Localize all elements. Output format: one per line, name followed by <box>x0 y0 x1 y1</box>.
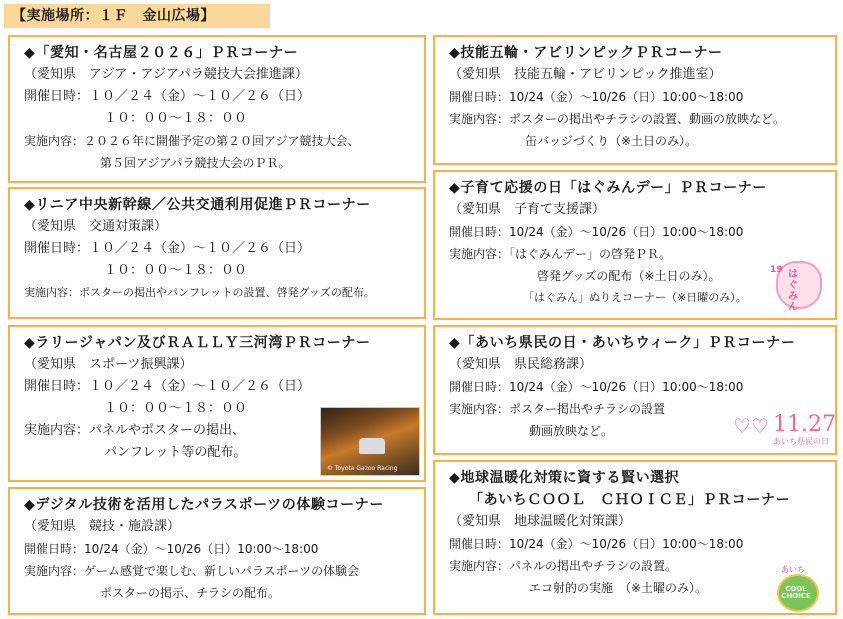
rally-car-photo <box>320 407 420 476</box>
date-value: 10/24（金）～10/26（日）10:00～18:00 <box>84 542 319 556</box>
content-label: 実施内容： <box>24 564 85 578</box>
corner-date-row <box>449 86 827 108</box>
hagumin-logo <box>768 255 824 313</box>
logo-label: COOL CHOICE <box>781 585 811 600</box>
hearts-icon: ♡♡ <box>733 414 769 438</box>
content-text: 第５回アジアパラ競技大会のＰＲ。 <box>100 156 291 170</box>
corner-title: ◆子育て応援の日「はぐみんデー」ＰＲコーナー <box>449 180 767 196</box>
date-value: 10/24（金）～10/26（日）10:00～18:00 <box>509 90 744 104</box>
corner-dept: （愛知県 子育て支援課） <box>449 202 606 217</box>
content-text: エコ射的の実施 （※土曜のみ）。 <box>529 581 708 595</box>
date-value: １０／２４（金）～１０／２６（日） <box>89 379 311 394</box>
date-label: 開催日時： <box>449 90 510 104</box>
logo-date: 11.27 <box>773 412 836 437</box>
corner-aichi-nagoya-2026 <box>8 35 426 183</box>
content-label: 実施内容： <box>449 559 510 573</box>
corner-dept: （愛知県 スポーツ振興課） <box>24 357 193 372</box>
content-label: 実施内容： <box>24 423 90 438</box>
corner-dept: （愛知県 交通対策課） <box>24 219 168 234</box>
content-text: ２０２６年に開催予定の第２０回アジア競技大会、 <box>84 134 360 148</box>
corner-digital-para-sports <box>8 487 426 615</box>
date-value: 10/24（金）～10/26（日）10:00～18:00 <box>509 225 744 239</box>
content-text: ポスターの掲示、チラシの配布。 <box>100 586 281 600</box>
corner-title: ◆「愛知・名古屋２０２６」ＰＲコーナー <box>24 45 299 61</box>
location-header: 【実施場所：１Ｆ 金山広場】 <box>4 4 270 28</box>
date-value: 10/24（金）～10/26（日）10:00～18:00 <box>509 537 744 551</box>
time-value: １０：００～１８：００ <box>104 111 248 126</box>
photo-caption: © Toyota Gazoo Racing <box>327 465 398 472</box>
corner-dept: （愛知県 地球温暖化対策課） <box>449 514 632 529</box>
corner-content-row <box>24 560 416 582</box>
logo-top-text: あいち <box>781 565 805 574</box>
corner-linear-transit <box>8 187 426 319</box>
content-label: 実施内容： <box>449 112 510 126</box>
content-text: ゲーム感覚で楽しむ、新しいパラスポーツの体験会 <box>84 564 360 578</box>
corner-date-row <box>449 533 827 555</box>
rally-car-shape <box>359 438 385 454</box>
content-label: 実施内容： <box>449 402 510 416</box>
content-text: ポスター掲出やチラシの設置 <box>509 402 666 416</box>
content-text: 啓発グッズの配布（※土日のみ）。 <box>537 269 721 283</box>
time-value: １０：００～１８：００ <box>104 263 248 278</box>
cool-choice-logo <box>773 565 819 610</box>
corner-date-row <box>24 238 416 260</box>
corner-dept: （愛知県 競技・施設課） <box>24 519 181 534</box>
corner-title: ◆デジタル技術を活用したパラスポーツの体験コーナー <box>24 497 384 513</box>
date-label: 開催日時： <box>24 542 85 556</box>
logo-sub: あいち県民の日 <box>773 437 829 446</box>
date-label: 開催日時： <box>24 379 90 394</box>
content-text: 「はぐみん」ぬりえコーナー（※日曜のみ）。 <box>523 291 747 304</box>
content-text: 「はぐみんデー」の啓発ＰＲ。 <box>509 247 672 261</box>
date-label: 開催日時： <box>24 89 90 104</box>
date-label: 開催日時： <box>449 225 510 239</box>
corner-skills-olympics <box>433 35 837 165</box>
corner-date-row <box>449 221 827 243</box>
date-value: １０／２４（金）～１０／２６（日） <box>89 89 311 104</box>
corner-title: ◆リニア中央新幹線／公共交通利用促進ＰＲコーナー <box>24 197 371 213</box>
content-text: パネルやポスターの掲出、 <box>89 423 246 438</box>
corner-dept: （愛知県 県民総務課） <box>449 357 593 372</box>
corner-content-row <box>449 108 827 130</box>
content-text: 缶バッジづくり（※土日のみ）。 <box>525 134 698 148</box>
corner-title: ◆「あいち県民の日・あいちウィーク」ＰＲコーナー <box>449 335 796 351</box>
date-label: 開催日時： <box>449 380 510 394</box>
logo-number: 19 <box>770 265 783 275</box>
date-label: 開催日時： <box>24 241 90 256</box>
content-text: ポスターの掲出やチラシの設置、動画の放映など。 <box>509 112 786 126</box>
corner-content-row <box>449 555 827 577</box>
corner-title: ◆地球温暖化対策に資する賢い選択 <box>449 470 680 486</box>
corner-dept: （愛知県 技能五輪・アビリンピック推進室） <box>449 67 722 82</box>
content-text: ポスターの掲出やパンフレットの設置、啓発グッズの配布。 <box>79 286 375 299</box>
logo-text: はぐみん <box>788 269 798 313</box>
corner-date-row <box>24 538 416 560</box>
corner-title: ◆技能五輪・アビリンピックＰＲコーナー <box>449 45 723 61</box>
corner-dept: （愛知県 アジア・アジアパラ競技大会推進課） <box>24 67 308 82</box>
time-value: １０：００～１８：００ <box>104 401 248 416</box>
corner-date-row <box>24 376 416 398</box>
content-text: パンフレット等の配布。 <box>104 445 247 460</box>
content-label: 実施内容： <box>449 247 510 261</box>
date-label: 開催日時： <box>449 537 510 551</box>
content-label: 実施内容： <box>24 134 85 148</box>
content-text: パネルの掲出やチラシの設置。 <box>509 559 678 573</box>
corner-content-row <box>24 282 416 304</box>
content-label: 実施内容： <box>24 286 79 299</box>
corner-date-row <box>24 86 416 108</box>
date-value: 10/24（金）～10/26（日）10:00～18:00 <box>509 380 744 394</box>
corner-title: ◆ラリージャパン及びＲＡＬＬＹ三河湾ＰＲコーナー <box>24 335 371 351</box>
corner-date-row <box>449 376 827 398</box>
content-text: 動画放映など。 <box>529 424 614 438</box>
aichi-citizens-day-logo <box>733 412 836 448</box>
corner-title-2: 「あいちＣＯＯＬ ＣＨＯＩＣＥ」ＰＲコーナー <box>469 492 791 508</box>
corner-content-row <box>24 130 416 152</box>
date-value: １０／２４（金）～１０／２６（日） <box>89 241 311 256</box>
